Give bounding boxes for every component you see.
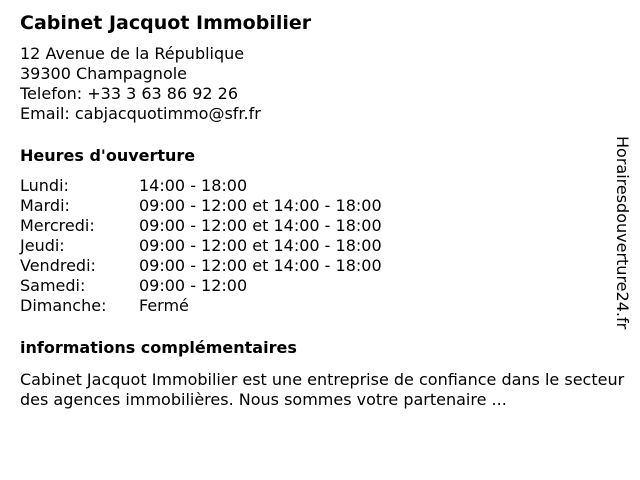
hours-row-wednesday [20, 216, 610, 236]
hours-day: Jeudi: [20, 236, 65, 255]
email-line: Email: cabjacquotimmo@sfr.fr [20, 104, 261, 123]
hours-time: 09:00 - 12:00 et 14:00 - 18:00 [139, 256, 382, 275]
hours-row-sunday [20, 296, 610, 316]
business-name: Cabinet Jacquot Immobilier [20, 12, 312, 34]
address-line-city: 39300 Champagnole [20, 64, 188, 83]
info-description: Cabinet Jacquot Immobilier est une entreprise de confiance dans le secteur des agences immobilières. Nous sommes votre partenaire ... [20, 370, 625, 409]
hours-day: Mercredi: [20, 216, 95, 235]
hours-time: 09:00 - 12:00 et 14:00 - 18:00 [139, 216, 382, 235]
site-watermark: Horairesdouverture24.fr [613, 136, 632, 330]
hours-time: 09:00 - 12:00 [139, 276, 248, 295]
hours-row-saturday [20, 276, 610, 296]
hours-day: Vendredi: [20, 256, 96, 275]
hours-day: Samedi: [20, 276, 86, 295]
hours-day: Mardi: [20, 196, 70, 215]
hours-day: Lundi: [20, 176, 69, 195]
address-line-street: 12 Avenue de la République [20, 44, 245, 63]
info-heading: informations complémentaires [20, 338, 297, 357]
hours-row-tuesday [20, 196, 610, 216]
hours-row-thursday [20, 236, 610, 256]
hours-time: 09:00 - 12:00 et 14:00 - 18:00 [139, 236, 382, 255]
hours-time: 09:00 - 12:00 et 14:00 - 18:00 [139, 196, 382, 215]
hours-time: Fermé [139, 296, 189, 315]
hours-day: Dimanche: [20, 296, 107, 315]
phone-line: Telefon: +33 3 63 86 92 26 [20, 84, 239, 103]
hours-heading: Heures d'ouverture [20, 146, 196, 165]
hours-row-monday [20, 176, 610, 196]
hours-time: 14:00 - 18:00 [139, 176, 248, 195]
hours-row-friday [20, 256, 610, 276]
hours-table [20, 176, 610, 316]
contact-block [20, 44, 610, 124]
